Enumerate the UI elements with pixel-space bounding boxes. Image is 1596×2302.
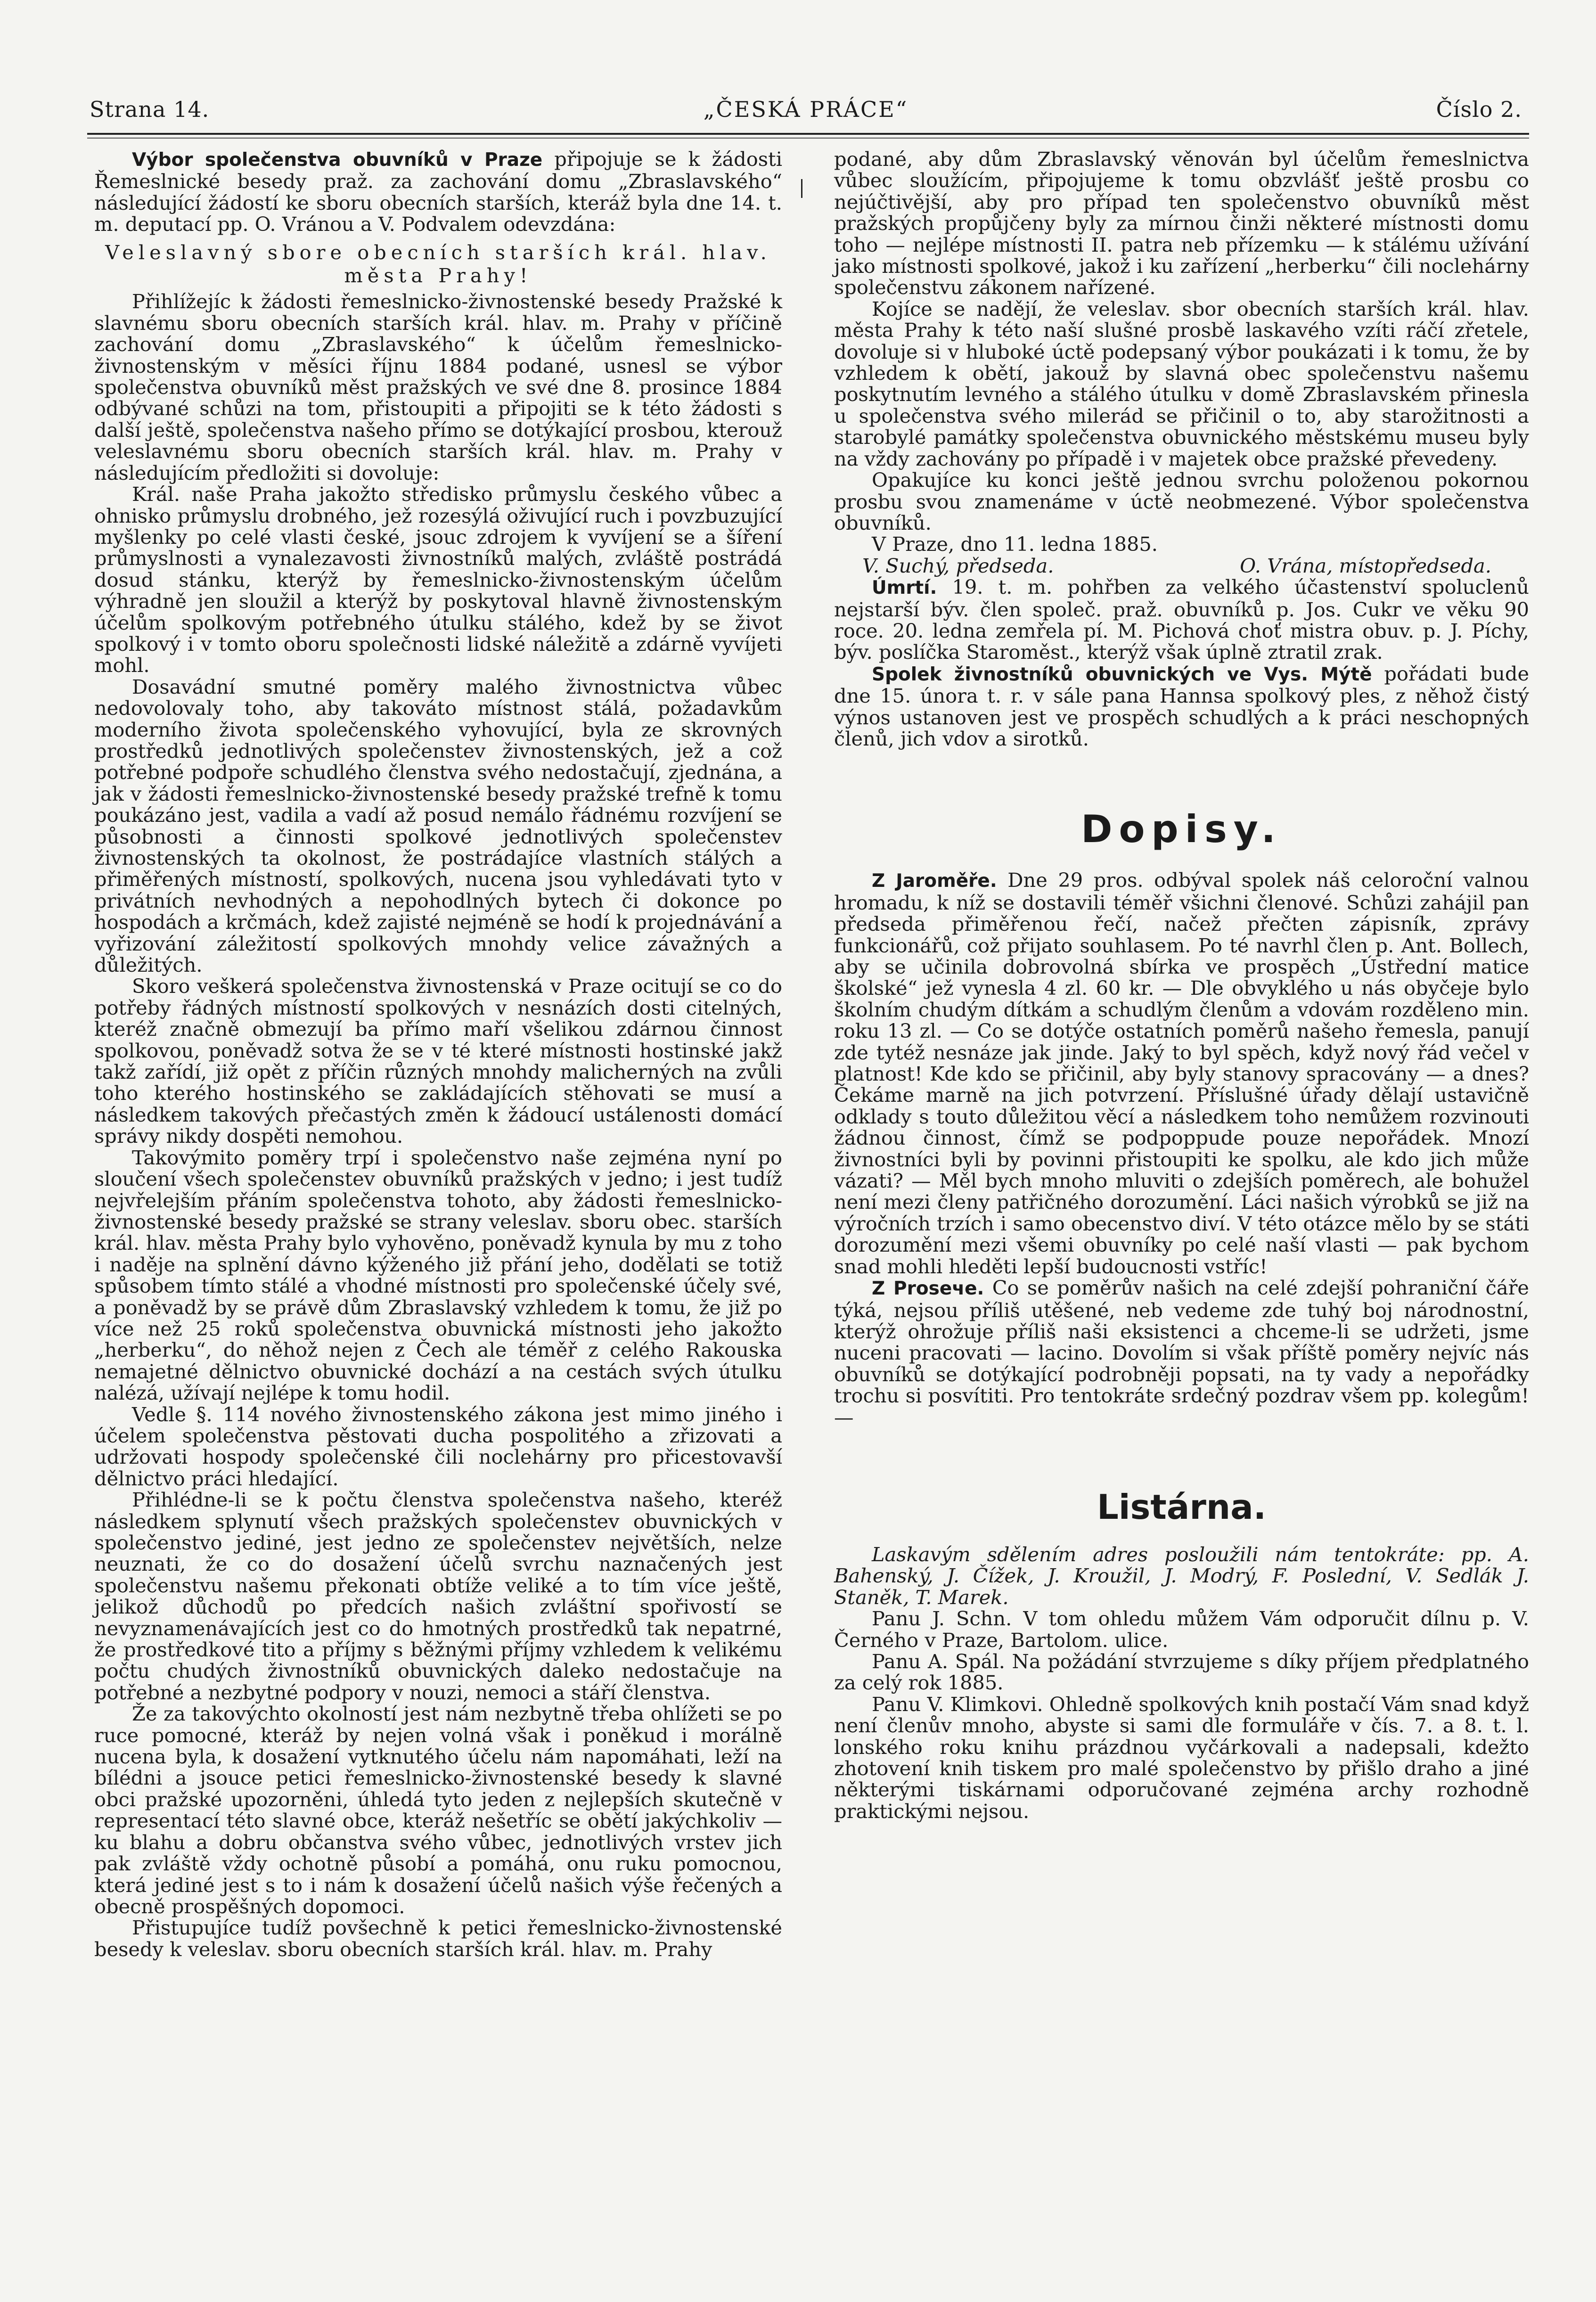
letter-lead: Z Jaroměře. <box>872 870 997 892</box>
announcement <box>834 663 1529 750</box>
letter-jaromer <box>834 869 1529 1277</box>
mailbox-note: Laskavým sdělením adres posloužili nám tentokráte: pp. A. Bahenský, J. Čížek, J. Kroužil, J. Modrý, F. Poslední, V. Sedlák J. Staněk, T. Marek. <box>834 1542 1529 1609</box>
newspaper-title: „ČESKÁ PRÁCE“ <box>703 97 908 122</box>
salutation: Veleslavný sbore obecních starších král. hlav. <box>105 240 771 264</box>
left-column <box>94 148 782 1960</box>
announcement-text: pořádati bude dne 15. února t. r. v sále pana Hannsa spolkový ples, z něhož čistý výnos ustanoven jest ve prospěch schudlých a k práci neschopných členů, jich vdov a sirotků. <box>834 662 1530 750</box>
issue-number: Číslo 2. <box>1436 97 1522 122</box>
article-paragraph: podané, aby dům Zbraslavský věnován byl účelům řemeslnictva vůbec sloužícím, připojujeme k tomu obzvlášť ještě prosbu co nejúčtivější, aby pro případ ten společenstvo obuvníků měst pražských propůjčeny byly za mírnou činži některé místnosti domu toho — nejlépe místnosti II. patra neb přízemku — k stálému užívání jako místnosti spolkové, jakož i ku zařízení „herberku“ čili noclehárny společenstvu zákonem nařízené. <box>834 147 1529 299</box>
article-text: připojuje se k žádosti Řemeslnické besedy praž. za zachování domu „Zbraslavského“ následující žádostí ke sboru obecních starších, kteráž byla dne 14. t. m. deputací pp. O. Vránou a V. Podvalem odevzdána: <box>94 147 782 236</box>
article-paragraph: Vedle §. 114 nového živnostenského zákona jest mimo jiného i účelem společenstva pěstovati ducha pospolitého a zřizovati a udržovati hospody společenské čili noclehárny pro přicestovavší dělnictvo práci hledající. <box>94 1402 782 1490</box>
article-paragraph: Kojíce se nadějí, že veleslav. sbor obecních starších král. hlav. města Prahy k této naší slušné prosbě laskavého vzíti ráčí zřetele, dovoluje si v hluboké úctě podepsaný výbor poukázati i k tomu, že by vzhledem k obětí, jakouž by slavná obec společenstvu našemu poskytnutím levného a stálého útulku v domě Zbraslavském přinesla u společenstva svého milerád se přičinil o to, aby starožitnosti a starobylé památky společenstva obuvnického městskému museu byly na vždy zachovány po případě i v majetek obce pražské převedeny. <box>834 297 1529 470</box>
header-rule-thin <box>87 138 1529 139</box>
page-number: Strana 14. <box>90 97 210 122</box>
mailbox-note: Panu V. Klimkovi. Ohledně spolkových knih postačí Vám snad když není členův mnoho, abyste si sami dle formuláře v čís. 7. a 8. t. l. lonského roku knihu prázdnou vyčárkovali a nadepsali, kdežto zhotovení knih tiskem pro malé společenstvo by přišlo draho a jiné některými tiskárnami odporučované zejména archy rozhodně praktickými nejsou. <box>834 1692 1529 1823</box>
letter-text: Dne 29 pros. odbýval spolek náš celoroční valnou hromadu, k níž se dostavili téměř všichni členové. Schůzi zahájil pan předseda přiměřenou řečí, načež přečten zápisník, zprávy funkcionářů, což přijato souhlasem. Po té navrhl člen p. Ant. Bollech, aby se učinila dobrovolná sbírka ve prospěch „Ústřední matice školské“ jež vynesla 4 zl. 60 kr. — Dle obvyklého u nás obyčeje bylo školním chudým dítkám a schudlým členům a vdovám rozděleno min. roku 13 zl. — Co se dotýče ostatních poměrů našeho řemesla, panují zde tytéž nesnáze jak jinde. Jaký to byl spěch, když nový řád večel v platnost! Kde kdo se přičinil, aby byly stanovy spracovány — a dnes? Čekáme marně na jich potvrzení. Příslušné úřady dělají ustavičně odklady s touto důležitou věcí a následkem toho nemůžem rozvinouti žádnou činnost, čímž se podpoppude pouze nepořádek. Mnozí živnostníci byli by povinni přistoupiti ke spolku, ale kdo jich může vázati? — Měl bych mnoho mluviti o zdejších poměrech, ale bohužel není mezi členy patřičného dorozumění. Láci našich výrobků se již na výročních trzích i samo obecenstvo diví. V této otázce mělo by se státi dorozumění mezi všemi obuvníky po celé naší vlasti — pak bychom snad mohli hleděti lepší budoucnosti vstříc! <box>834 868 1529 1278</box>
letter-lead: Z Prosече. <box>872 1278 984 1300</box>
announcement-lead: Spolek živnostníků obuvnických ve Vys. Mýtě <box>872 664 1372 685</box>
article-paragraph: Dosavádní smutné poměry malého živnostnictva vůbec nedovolovaly toho, aby takováto místnost stálá, požadavkům moderního života společenského vyhovující, byla ze skrovných prostředků jednotlivých společenstev živnostenských, jež a což potřebné podpoře schudlého členstva svého nedostačují, zjednána, a jak v žádosti řemeslnicko-živnostenské besedy pražské trefně k tomu poukázáno jest, vadila a vadí až posud nemálo řádnému rozvíjení se působnosti a činnosti spolkové jednotlivých společenstev živnostenských ta okolnost, že postrádajíce vlastních stálých a přiměřených místností, spolkových, nucena jsou vyhledávati tyto v privátních nevhodných a nepohodlných bytech či dokonce po hospodách a krčmách, kdež zajisté nejméně se hodí k projednávání a vyřizování záležitostí spolkových mnohdy velice závažných a důležitých. <box>94 675 782 977</box>
mailbox-note: Panu A. Spál. Na požádání stvrzujeme s díky příjem předplatného za celý rok 1885. <box>834 1649 1529 1695</box>
article-paragraph: Přistupujíce tudíž povšechně k petici řemeslnicko-živnostenské besedy k veleslav. sboru obecních starších král. hlav. m. Prahy <box>94 1916 782 1961</box>
article-paragraph: Že za takovýchto okolností jest nám nezbytně třeba ohlížeti se po ruce pomocné, kteráž by nejen volná však i poněkud i morálně nucena byla, k dosažení vytknutého účelu nám napomáhati, leží na bílédni a jsouce petici řemeslnicko-živnostenské besedy k slavné obci pražské upozorněni, úhledá tyto jeden z nejlepších skutečně v representací této slavné obce, kteráž nešetříc se obětí jakýchkoliv — ku blahu a dobru občanstva svého vůbec, jednotlivých vrstev jich pak zvláště vždy ochotně působí a pomáhá, onu ruku pomocnou, která jediné jest s to i nám k dosažení účelů našich výše řečených a obecně prospěšných dopomoci. <box>94 1702 782 1918</box>
mailbox-note: Panu J. Schn. V tom ohledu můžem Vám odporučit dílnu p. V. Černého v Praze, Bartolom. ulice. <box>834 1607 1529 1652</box>
obituary <box>834 576 1529 663</box>
article-paragraph: Přihlížejíc k žádosti řemeslnicko-živnostenské besedy Pražské k slavnému sboru obecních starších král. hlav. m. Prahy v příčině zachování domu „Zbraslavského“ k účelům řemeslnicko-živnostenským v měsíci říjnu 1884 podané, usnesl se výbor společenstva obuvníků měst pražských ve své dne 8. prosince 1884 odbývané schůzi na tom, přistoupiti a připojiti se k této žádosti s další ještě, společenstva našeho přímo se dotýkající prosbou, kterouž veleslavnému sboru obecních starších král. hlav. m. Prahy v následujícím předložiti si dovoluje: <box>94 290 782 484</box>
article-paragraph <box>94 148 782 235</box>
header-rule <box>87 133 1529 135</box>
article-paragraph: Skoro veškerá společenstva živnostenská v Praze ocitují se co do potřeby řádných místností spolkových v nesnázích dosti citelných, kteréž značně obmezují ba přímo maří všelikou zdárnou činnost spolkovou, poněvadž sotva že se v té které místnosti hostinské jakž takž zařídí, již opět z příčin různých mnohdy malicherných na zvůli toho kterého hostinského se zakládajících stěhovati se musí a následkem takových přečastých změn k žádoucí ustálenosti domácí správy nikdy dospěti nemohou. <box>94 975 782 1148</box>
obituary-text: 19. t. m. pohřben za velkého účastenství spoluclenů nejstarší býv. člen společ. praž. obuvníků p. Jos. Cukr ve věku 90 roce. 20. ledna zemřela pí. M. Pichová choť mistra obuv. p. J. Píchy, býv. poslíčka Staroměst., kterýž však úplně ztratil zrak. <box>834 575 1529 664</box>
article-paragraph: Přihlédne-li se k počtu členstva společenstva našeho, kteréž následkem splynutí všech pražských společenstev obuvnických v společenstvo jediné, jest jedno ze společenstev největších, nelze neuznati, že co do dosažení účelů svrchu naznačených jest společenstvu našemu překonati obtíže veliké a to tím více ještě, jelikož důchodů po předcích našich zvláštní spořivostí se nevyznamenávajících jest co do hmotných prostředků tak nepatrné, že prostředkové tito a příjmy s běžnými příjmy vzhledem k velikému počtu chudých živnostníků obuvnických daleko nedostačuje na potřebné a nezbytné podpory v nouzi, nemoci a stáří členstva. <box>94 1488 782 1704</box>
salutation-2: města Prahy! <box>344 264 532 287</box>
signatures <box>834 555 1529 576</box>
section-title-dopisy: Dopisy. <box>1081 807 1282 852</box>
letter-prosec <box>834 1277 1529 1428</box>
right-column <box>834 148 1529 1822</box>
article-paragraph: Takovýmito poměry trpí i společenstvo naše zejména nyní po sloučení všech společenstev obuvníků pražských v jedno; i jest tudíž nejvřelejším přáním společenstva tohoto, aby žádosti řemeslnicko-živnostenské besedy pražské se strany veleslav. sboru obec. starších král. hlav. města Prahy bylo vyhověno, poněvadž kynula by mu z toho i naděje na splnění dávno kýženého již přání jeho, dodělati se totiž spůsobem tímto stálé a vhodné místnosti pro společenské účely své, a poněvadž by se právě dům Zbraslavský vzhledem k tomu, že již po více než 25 roků společenstva obuvnická místnosti jeho jakožto „herberku“, do něhož nejen z Čech ale téměř z celého Rakouska nemajetné dělnictvo obuvnické dochází a na cestách svých útulku nalézá, užívají nejlépe k tomu hodil. <box>94 1146 782 1405</box>
dateline: V Praze, dno 11. ledna 1885. <box>872 532 1158 556</box>
page-header <box>90 97 1522 130</box>
signature-vice-chair: O. Vrána, místopředseda. <box>1240 554 1491 577</box>
column-divider <box>801 179 802 198</box>
article-paragraph: Král. naše Praha jakožto středisko průmyslu českého vůbec a ohnisko průmyslu drobného, jež rozesýlá oživující ruch i povzbuzující myšlenky po celé vlasti české, jsouc zdrojem k vyvíjení se a šíření průmyslnosti a vynalezavosti živnostníků malých, zvláště postrádá dosud stánku, kterýž by řemeslnicko-živnostenským účelům výhradně jen sloužil a kterýž by poskytoval hlavně živnostenským účelům spolkovým potřebného útulku stálého, kdež by se život spolkový i v tomto oboru společnosti lidské náležitě a zdárně vyvíjeti mohl. <box>94 483 782 677</box>
section-title-listarna: Listárna. <box>1097 1487 1267 1527</box>
signature-chair: V. Suchý, předseda. <box>862 554 1054 577</box>
article-paragraph: Opakujíce ku konci ještě jednou svrchu položenou pokornou prosbu svou znamenáme v úctě neobmezené. Výbor společenstva obuvníků. <box>834 468 1529 534</box>
obituary-lead: Úmrtí. <box>872 577 937 599</box>
article-lead: Výbor společenstva obuvníků v Praze <box>132 149 543 171</box>
letter-text: Co se poměrův našich na celé zdejší pohraniční čáře týká, nejsou příliš utěšené, neb vedeme zde tuhý boj národnostní, kterýž ohrožuje příliš naši eksistenci a chceme-li se udržeti, jsme nuceni pracovati — lacino. Dovolím si však příště poměry nejvíc nás obuvníků se dotýkající podrobněji popsati, na ty vady a nepořádky trochu si posvítiti. Pro tentokráte srdečný pozdrav všem pp. kolegům! — <box>834 1276 1529 1429</box>
